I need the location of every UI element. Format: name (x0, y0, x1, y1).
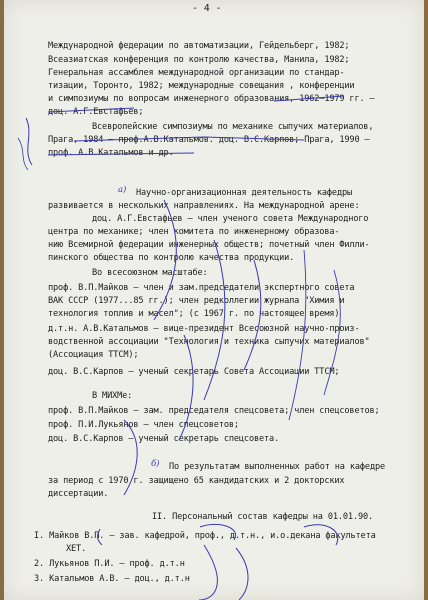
text-line: доц. В.С.Карпов – ученый секретарь спецсовета. (48, 434, 280, 444)
text-line: В МИХМе: (92, 391, 133, 401)
text-line: Генеральная ассамблея международной организации по стандар- (48, 68, 345, 78)
text-line: (Ассоциация ТТСМ); (48, 350, 139, 360)
list-item: I. Майков В.П. – зав. кафедрой, проф., д.т.н., и.о.декана факультета (34, 531, 376, 541)
text-line: Во всесоюзном масштабе: (92, 268, 208, 278)
text-line: По результатам выполненных работ на кафедре (169, 462, 386, 472)
text-line: за период с 1970 г. защищено 65 кандидатских и 2 докторских (48, 476, 345, 486)
text-line: Всеазиатская конференция по контролю качества, Манила, 1982; (48, 55, 350, 65)
text-line: Международной федерации по автоматизации, Гейдельберг, 1982; (48, 41, 350, 51)
text-line: и симпозиумы по вопросам инженерного образования, 1962–1979 гг. – (48, 94, 375, 104)
text-line: проф. А.В.Катальмов и др. (48, 148, 174, 158)
text-line: водственной ассоциации "Технология и техника сыпучих материалов" (48, 337, 370, 347)
list-item: ХЕТ. (66, 544, 87, 554)
text-line: тизации, Торонто, 1982; международные совещания , конференции (48, 81, 355, 91)
section-heading: Научно-организационная деятельность кафедры (136, 188, 353, 198)
page-number: - 4 - (192, 3, 222, 14)
text-line: д.т.н. А.В.Катальмов – вице-президент Всесоюзной научно-произ- (48, 324, 360, 334)
text-line: развивается в нескольких направлениях. На международной арене: (48, 201, 360, 211)
text-line: проф. В.П.Майков – член и зам.председатели экспертного совета (48, 283, 355, 293)
text-line: Прага, 1984 – проф.А.В.Катальмов. доц. В.С.Карпов; Прага, 1990 – (48, 135, 370, 145)
handwritten-numeral: б) (151, 459, 160, 469)
handwritten-numeral: а) (118, 185, 127, 195)
list-item: 3. Катальмов А.В. – доц., д.т.н (34, 574, 190, 584)
section-heading: II. Персональный состав кафедры на 01.01.90. (152, 512, 374, 522)
list-item: 2. Лукьянов П.И. – проф. д.т.н (34, 559, 185, 569)
text-line: технология топлив и масел"; (с 1967 г. по настоящее время) (48, 309, 340, 319)
text-line: проф. П.И.Лукьянов – член спецсоветов; (48, 420, 239, 430)
text-line: проф. В.П.Майков – зам. председателя спецсовета; член спецсоветов; (48, 406, 380, 416)
document-page (4, 0, 424, 600)
text-line: доц. А.Г.Евстафьев – член ученого совета Международного (92, 214, 369, 224)
text-line: нию Всемирной федерации инженерных обществ; почетный член Филли- (48, 240, 370, 250)
text-line: доц. А.Г.Евстафьев; (48, 107, 144, 117)
text-line: Всевропейские симпозиумы по механике сыпучих материалов, (92, 122, 374, 132)
text-line: доц. В.С.Карпов – ученый секретарь Совета Ассоциации ТТСМ; (48, 367, 340, 377)
text-line: пинского общества по контролю качества продукции. (48, 253, 295, 263)
text-line: центра по механике; член комитета по инженерному образова- (48, 227, 340, 237)
text-line: ВАК СССР (1977...85 гг.); член редколлегии журнала "Химия и (48, 296, 345, 306)
text-line: диссертации. (48, 489, 109, 499)
